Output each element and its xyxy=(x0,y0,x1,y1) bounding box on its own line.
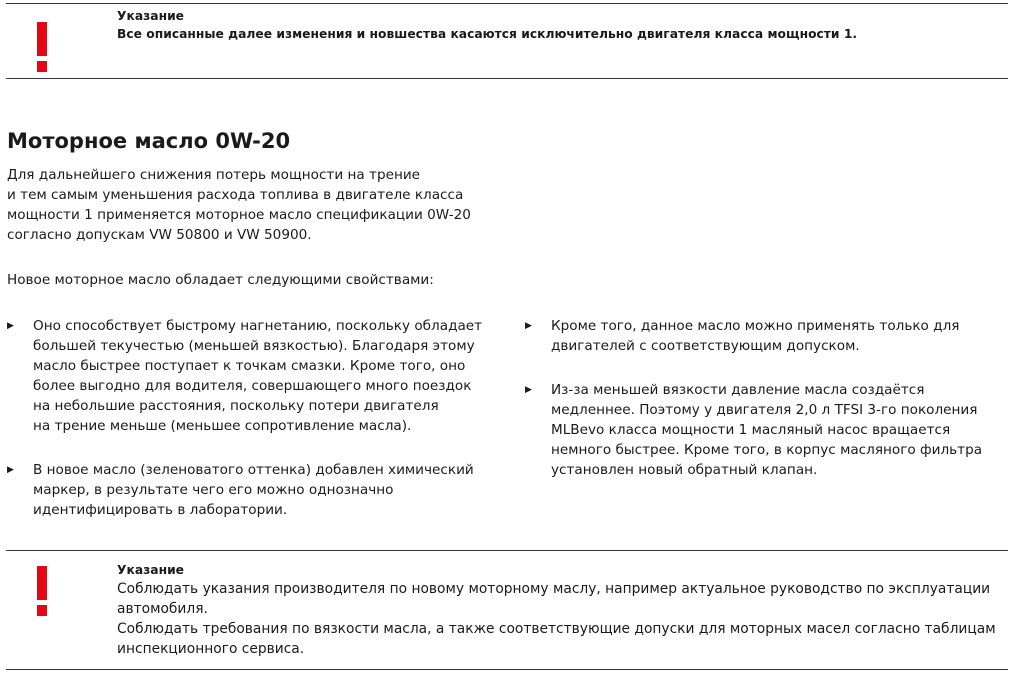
item-line: масло быстрее поступает к точкам смазки. Кроме того, оно xyxy=(33,358,466,374)
item-line: немного быстрее. Кроме того, в корпус масляного фильтра xyxy=(551,442,983,458)
note-line: инспекционного сервиса. xyxy=(117,641,305,657)
item-line: маркер, в результате чего его можно однозначно xyxy=(33,482,394,498)
item-line: на небольшие расстояния, поскольку потери двигателя xyxy=(33,398,439,414)
bullet-triangle-icon: ▶ xyxy=(7,321,14,331)
note-box-top xyxy=(6,3,1008,79)
note-line: автомобиля. xyxy=(117,601,208,617)
item-line: более выгодно для водителя, совершающего много поездок xyxy=(33,378,472,394)
note-content xyxy=(117,561,997,659)
note-title: Указание xyxy=(117,9,185,23)
item-line: Из-за меньшей вязкости давление масла создаётся xyxy=(551,382,925,398)
note-line: Соблюдать указания производителя по новому моторному маслу, например актуальное руководство по эксплуатации xyxy=(117,581,991,597)
bullet-triangle-icon: ▶ xyxy=(525,385,532,395)
exclamation-icon xyxy=(37,22,47,72)
item-line: на трение меньше (меньшее сопротивление масла). xyxy=(33,418,412,434)
intro-line: мощности 1 применяется моторное масло спецификации 0W-20 xyxy=(7,207,471,223)
item-line: В новое масло (зеленоватого оттенка) добавлен химический xyxy=(33,462,474,478)
note-line: Соблюдать требования по вязкости масла, а также соответствующие допуски для моторных масел согласно таблицам xyxy=(117,621,996,637)
item-line: установлен новый обратный клапан. xyxy=(551,462,818,478)
intro-line: Для дальнейшего снижения потерь мощности на трение xyxy=(7,167,421,183)
item-line: двигателей с соответствующим допуском. xyxy=(551,338,860,354)
properties-list-right xyxy=(525,316,982,504)
item-line: MLBevo класса мощности 1 масляный насос вращается xyxy=(551,422,951,438)
section-title: Моторное масло 0W-20 xyxy=(7,129,291,153)
note-body: Все описанные далее изменения и новшества касаются исключительно двигателя класса мощности 1. xyxy=(117,27,858,41)
bullet-triangle-icon: ▶ xyxy=(7,465,14,475)
list-item xyxy=(7,460,482,520)
item-line: медленнее. Поэтому у двигателя 2,0 л TFSI 3-го поколения xyxy=(551,402,978,418)
properties-lead: Новое моторное масло обладает следующими свойствами: xyxy=(7,272,434,288)
note-box-bottom xyxy=(6,550,1008,670)
intro-line: и тем самым уменьшения расхода топлива в двигателе класса xyxy=(7,187,464,203)
item-line: идентифицировать в лаборатории. xyxy=(33,502,288,518)
intro-paragraph xyxy=(7,165,471,245)
bullet-triangle-icon: ▶ xyxy=(525,321,532,331)
note-title: Указание xyxy=(117,563,185,577)
list-item xyxy=(525,316,982,356)
properties-list-left xyxy=(7,316,482,544)
list-item xyxy=(7,316,482,436)
item-line: Оно способствует быстрому нагнетанию, поскольку обладает xyxy=(33,318,483,334)
list-item xyxy=(525,380,982,480)
note-content xyxy=(117,7,997,43)
item-line: большей текучестью (меньшей вязкостью). Благодаря этому xyxy=(33,338,475,354)
exclamation-icon xyxy=(37,566,47,616)
item-line: Кроме того, данное масло можно применять только для xyxy=(551,318,960,334)
intro-line: согласно допускам VW 50800 и VW 50900. xyxy=(7,227,312,243)
